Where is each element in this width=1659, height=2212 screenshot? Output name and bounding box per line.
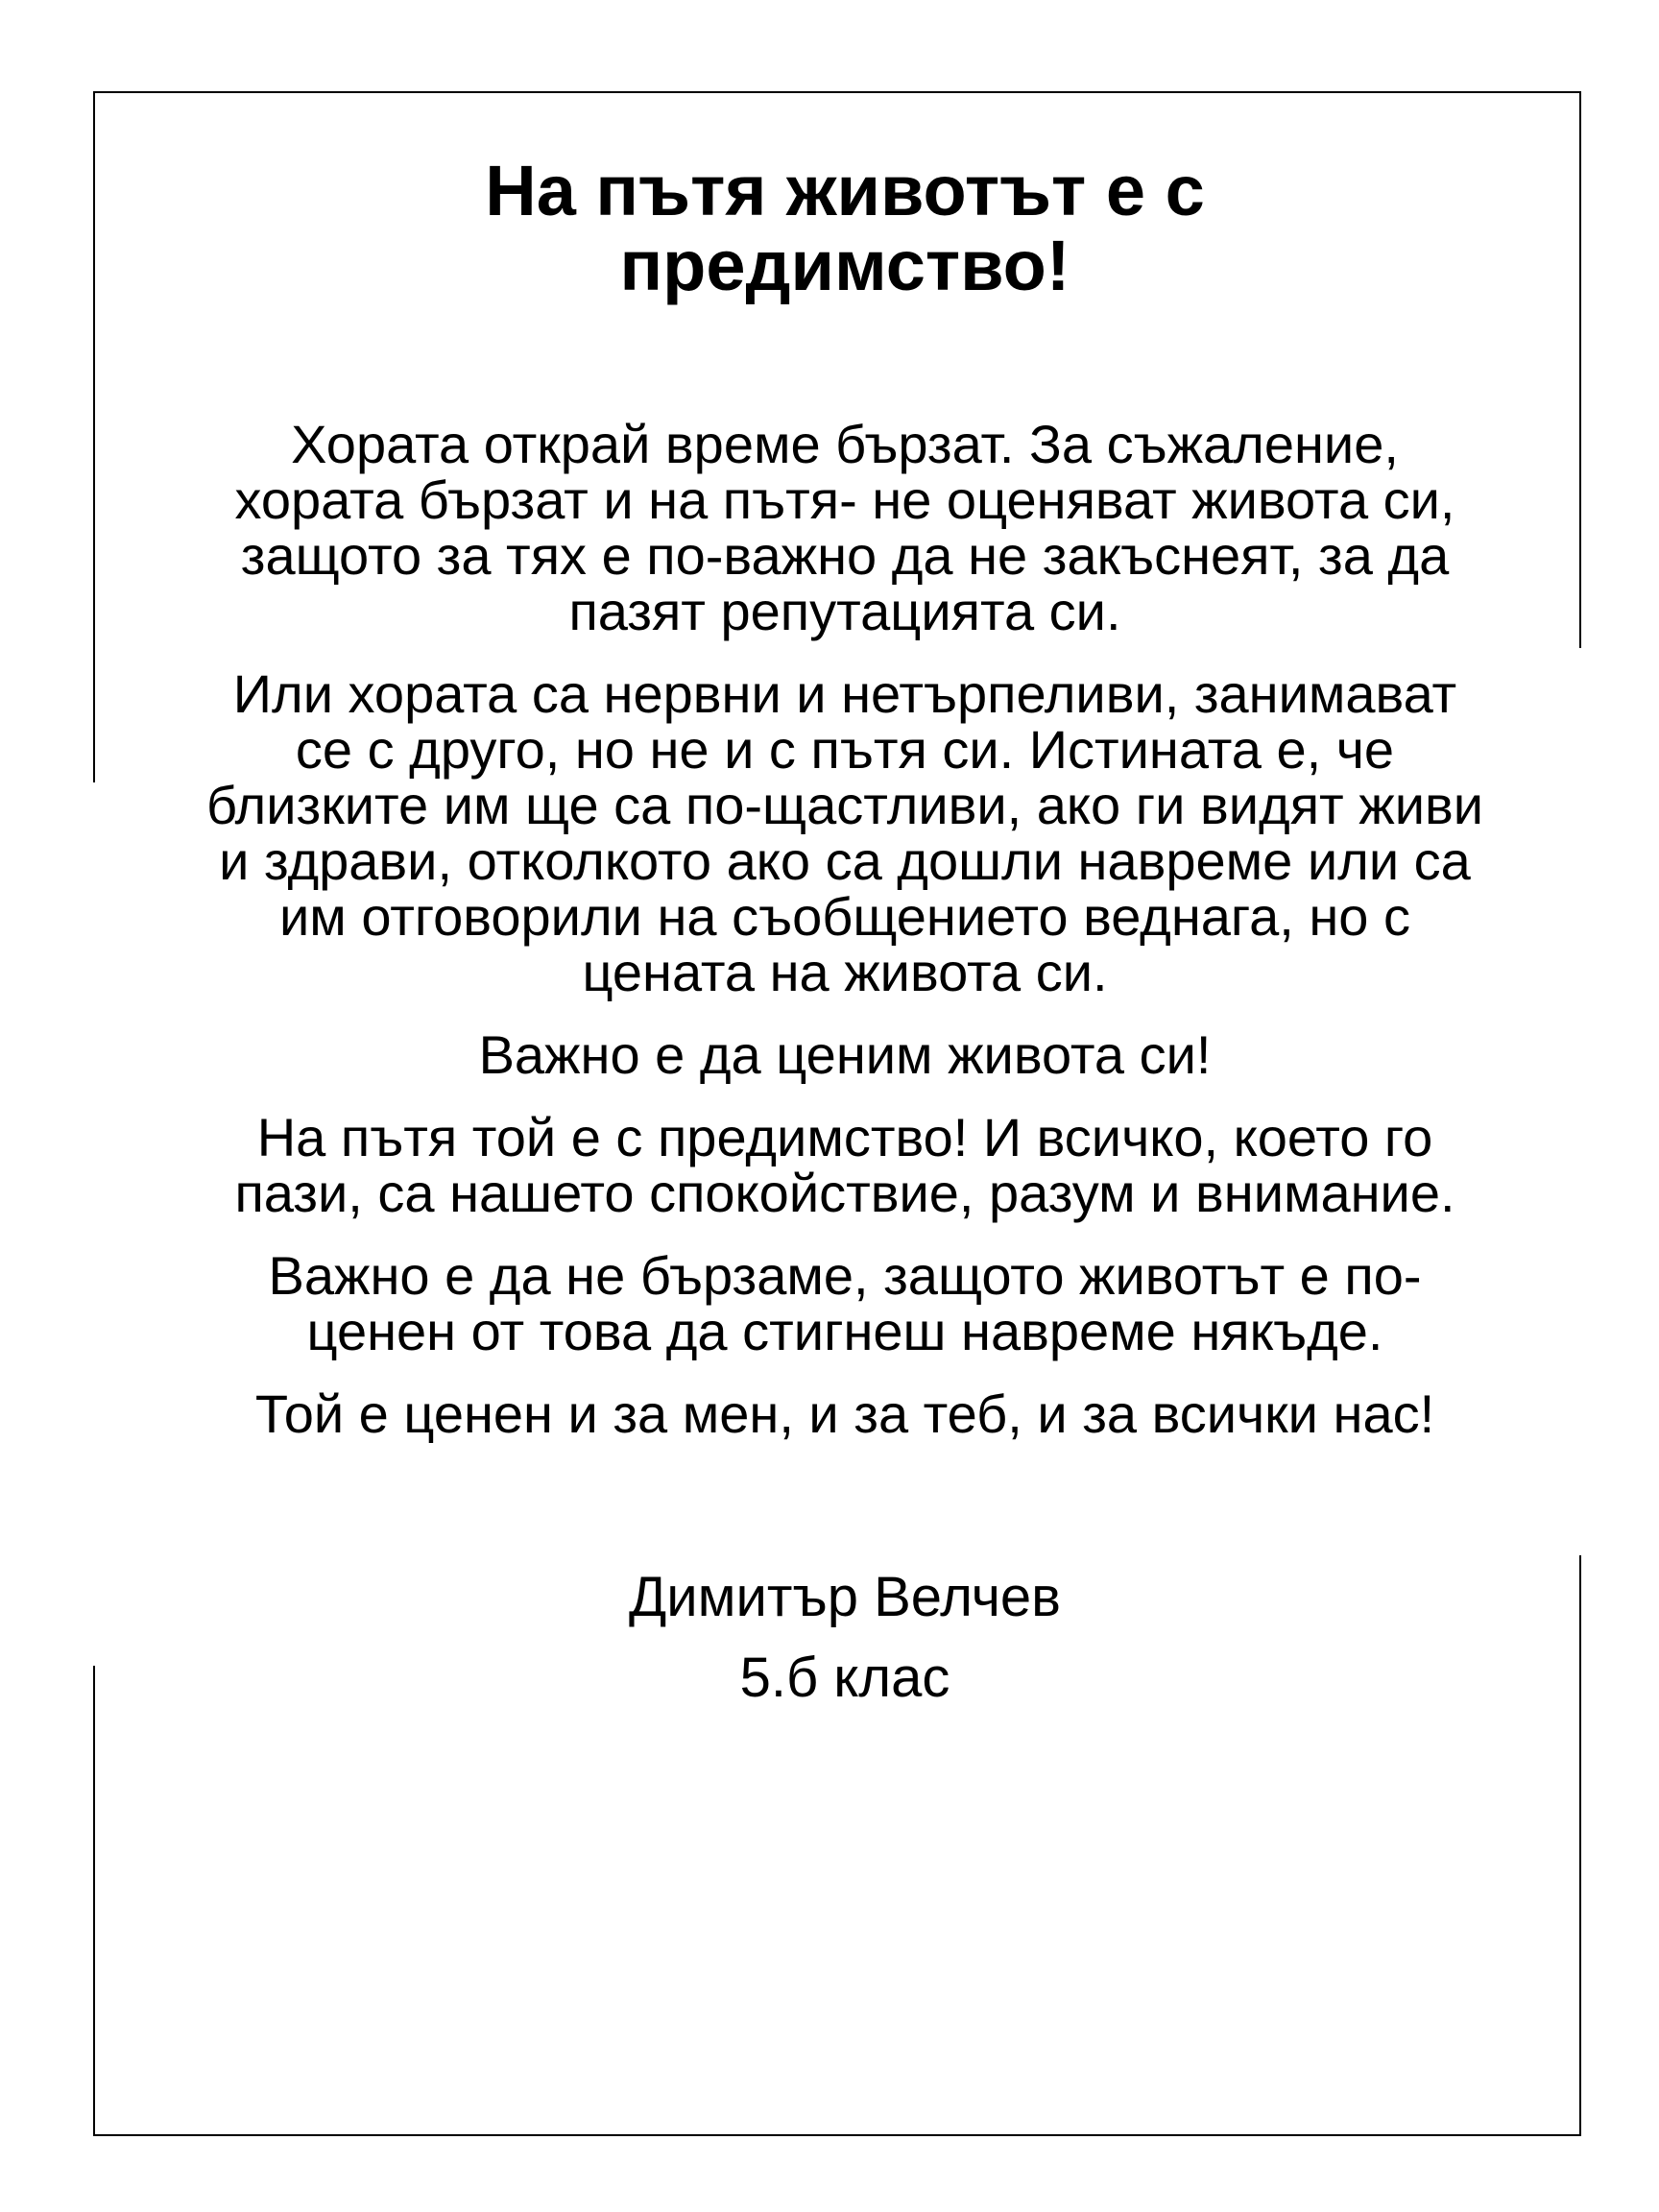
essay-document (173, 151, 1517, 1719)
essay-paragraph: Важно е да ценим живота си! (478, 1024, 1212, 1085)
page-frame-bottom-border (93, 2134, 1581, 2136)
author-name: Димитър Велчев (628, 1566, 1061, 1628)
page-frame-left-border (93, 91, 95, 782)
essay-body (173, 414, 1517, 1444)
essay-title: На пътя животът е с предимство! (485, 151, 1205, 305)
essay-paragraph: Или хората са нервни и нетърпеливи, занимават се с друго, но не и с пътя си. Истината е, че близките им ще са по-щастливи, ако ги видят живи и здрави, отколкото ако са дошли навреме или са им отговорили на съобщението веднага, но с цената на живота си. (206, 663, 1483, 1002)
page-frame-top-border (93, 91, 1581, 93)
author-signature (173, 1557, 1517, 1719)
author-class: 5.б клас (739, 1647, 950, 1709)
page-frame-left-border-lower (93, 1666, 95, 2136)
essay-paragraph: Хората открай време бързат. За съжаление, хората бързат и на пътя- не оценяват живота си, защото за тях е по-важно да не закъснеят, за да пазят репутацията си. (234, 414, 1455, 641)
essay-paragraph: На пътя той е с предимство! И всичко, което го пази, са нашето спокойствие, разум и внимание. (234, 1107, 1455, 1223)
page-frame-right-border-lower (1579, 1555, 1581, 2136)
essay-paragraph: Важно е да не бързаме, защото животът е по-ценен от това да стигнеш навреме някъде. (268, 1245, 1422, 1361)
page-frame-right-border (1579, 91, 1581, 648)
essay-paragraph: Той е ценен и за мен, и за теб, и за всички нас! (254, 1383, 1435, 1444)
